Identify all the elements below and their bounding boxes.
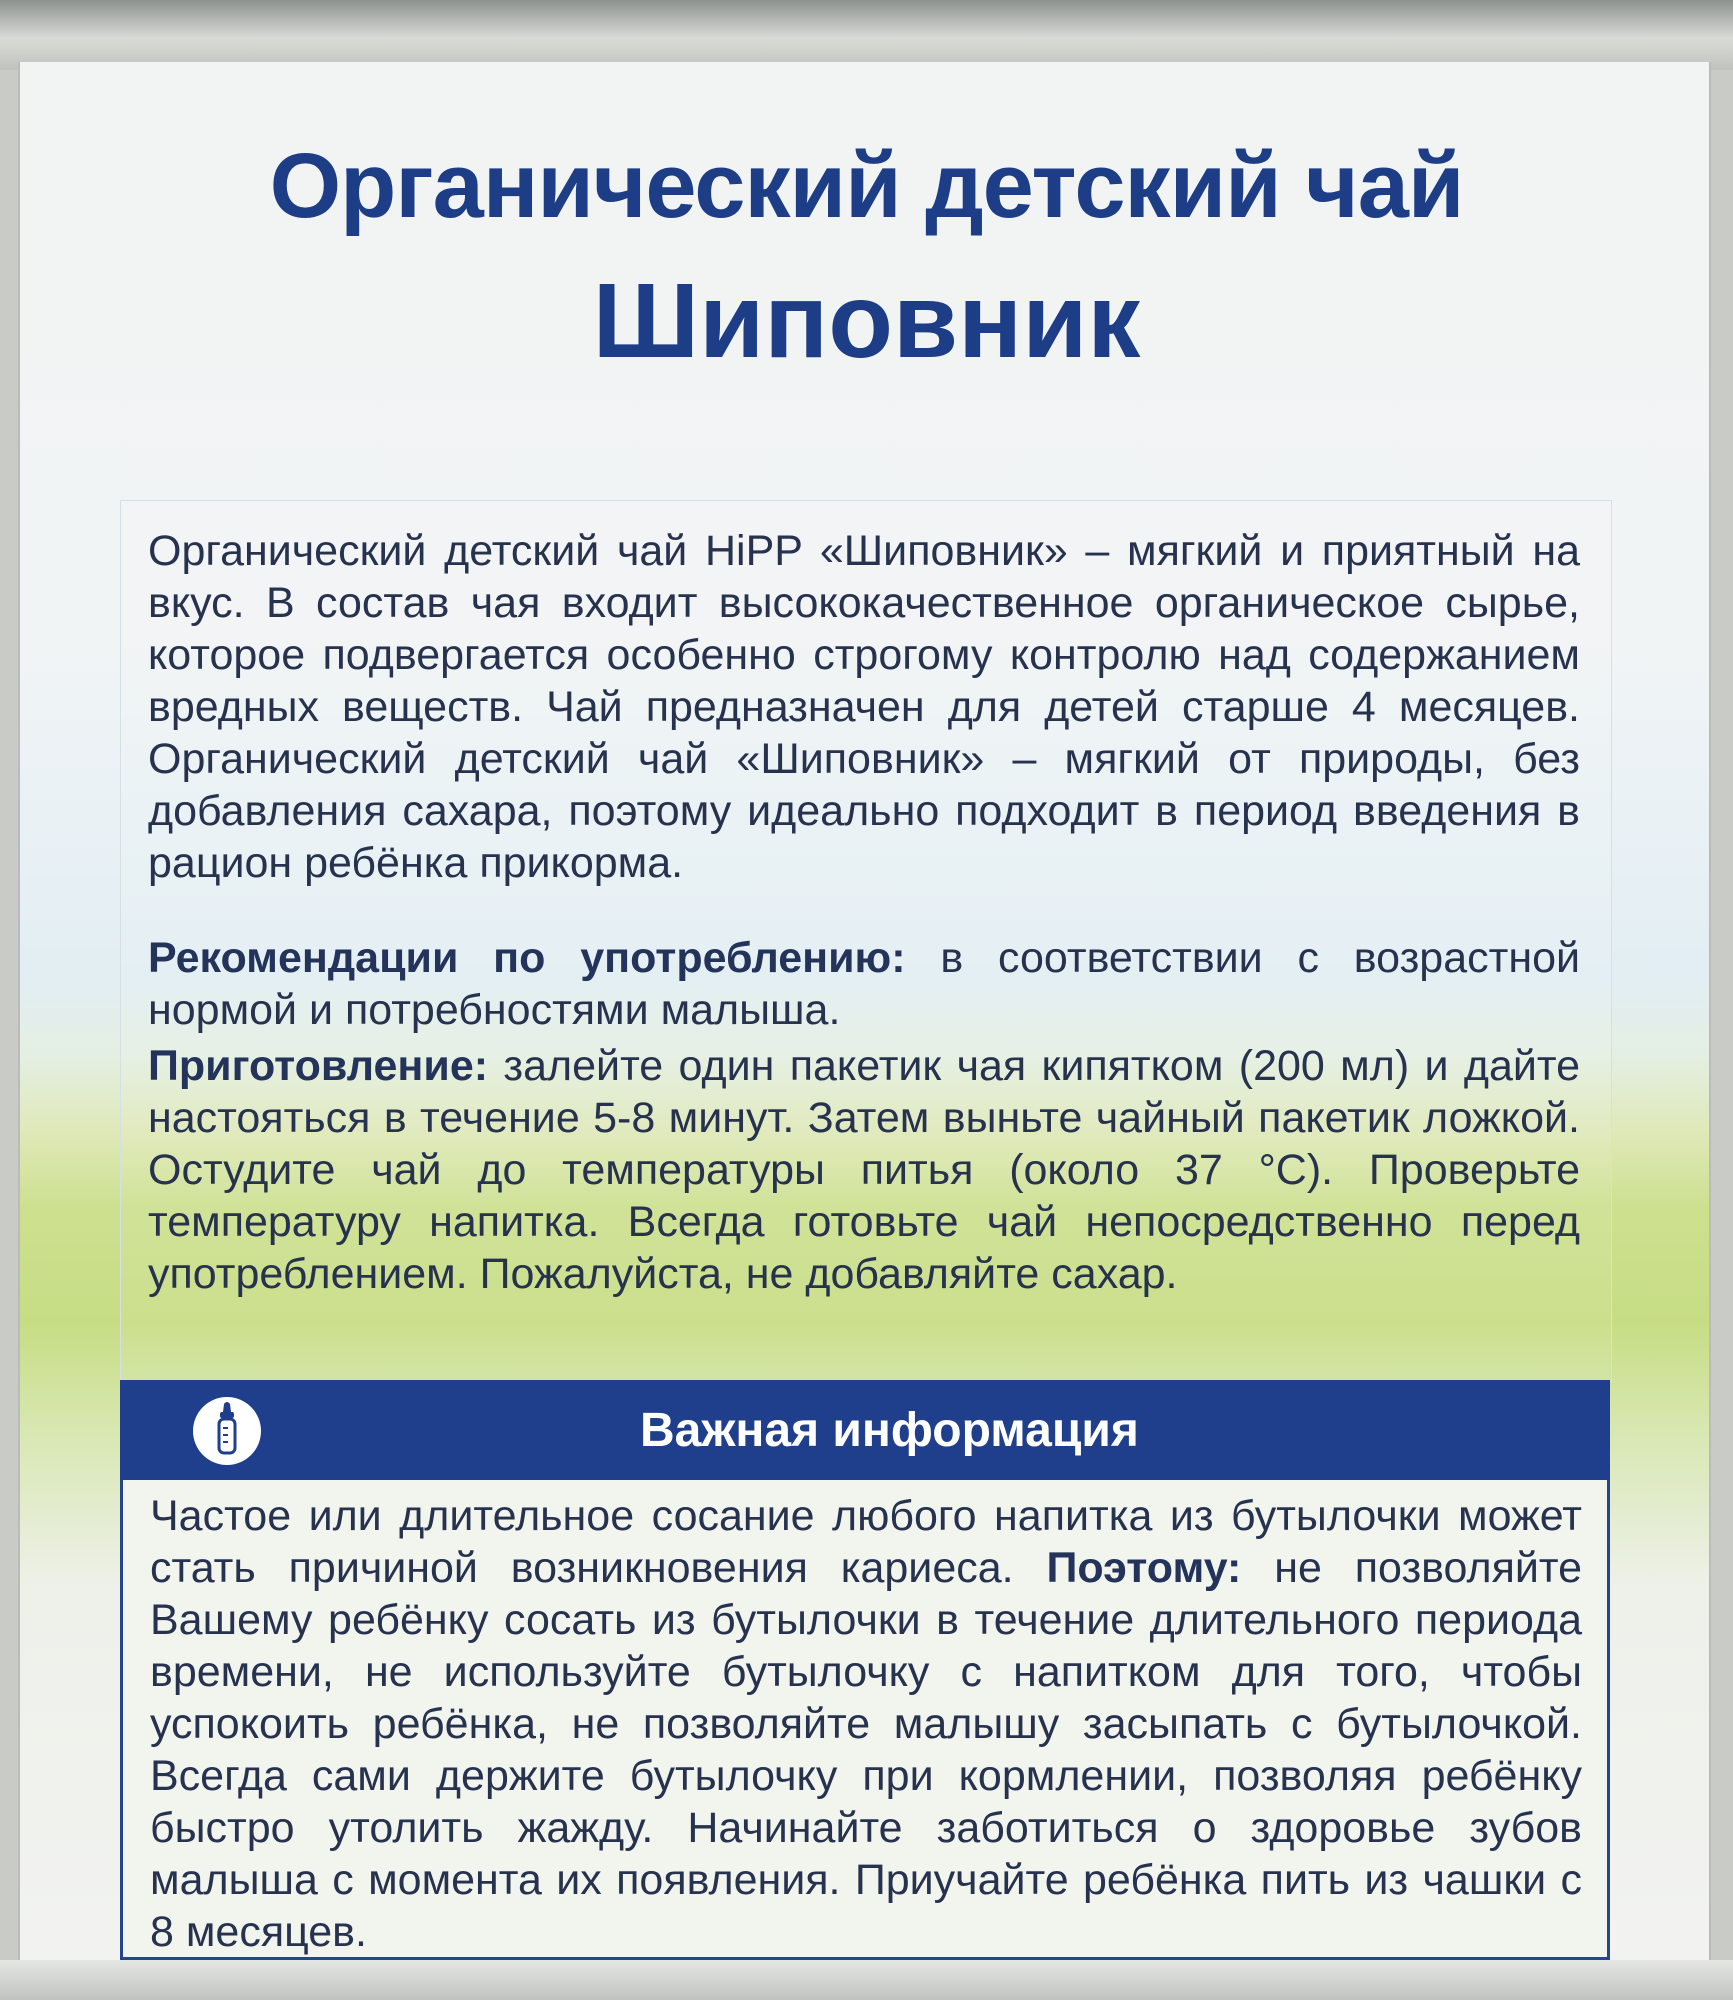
box-bottom-edge — [0, 1960, 1733, 2000]
product-subtitle: Шиповник — [592, 262, 1141, 380]
preparation-label: Приготовление: — [148, 1042, 489, 1090]
description-text: Органический детский чай HiPP «Шиповник» – мягкий и приятный на вкус. В состав чая входит высококачественное органическое сырье, которое подвергается особенно строгому контролю над содержанием вредных веществ. Чай предназначен для детей старше 4 месяцев. Органический детский чай «Шиповник» – мягкий от природы, без добавления сахара, поэтому идеально подходит в период введения в рацион ребёнка прикорма. — [148, 527, 1580, 887]
box-top-flap — [0, 0, 1733, 70]
important-info-text — [150, 1490, 1582, 1958]
preparation-text: залейте один пакетик чая кипятком (200 мл) и дайте настояться в течение 5-8 минут. Затем выньте чайный пакетик ложкой. Остудите чай до температуры питья (около 37 °С). Проверьте температуру напитка. Всегда готовьте чай непосредственно перед употреблением. Пожалуйста, не добавляйте сахар. — [148, 1042, 1580, 1298]
baby-bottle-icon — [190, 1394, 264, 1468]
recommendations-block — [148, 932, 1580, 1036]
important-text-part1: Частое или длительное сосание любого напитка из бутылочки может стать причиной возникновения кариеса. — [150, 1492, 1582, 1592]
important-info-title: Важная информация — [640, 1404, 1139, 1457]
recommendations-text: в соответствии с возрастной нормой и потребностями малыша. — [148, 934, 1581, 1034]
product-title: Органический детский чай — [269, 135, 1464, 237]
important-bold-word: Поэтому: — [1046, 1544, 1242, 1592]
preparation-block — [148, 1040, 1580, 1300]
important-text-part2: не позволяйте Вашему ребёнку сосать из бутылочки в течение длительного периода времени, не используйте бутылочку с напитком для того, чтобы успокоить ребёнка, не позволяйте малышу засыпать с бутылочкой. Всегда сами держите бутылочку при кормлении, позволяя ребёнку быстро утолить жажду. Начинайте заботиться о здоровье зубов малыша с момента их появления. Приучайте ребёнка пить из чашки с 8 месяцев. — [150, 1544, 1583, 1956]
recommendations-label: Рекомендации по употреблению: — [148, 934, 906, 982]
